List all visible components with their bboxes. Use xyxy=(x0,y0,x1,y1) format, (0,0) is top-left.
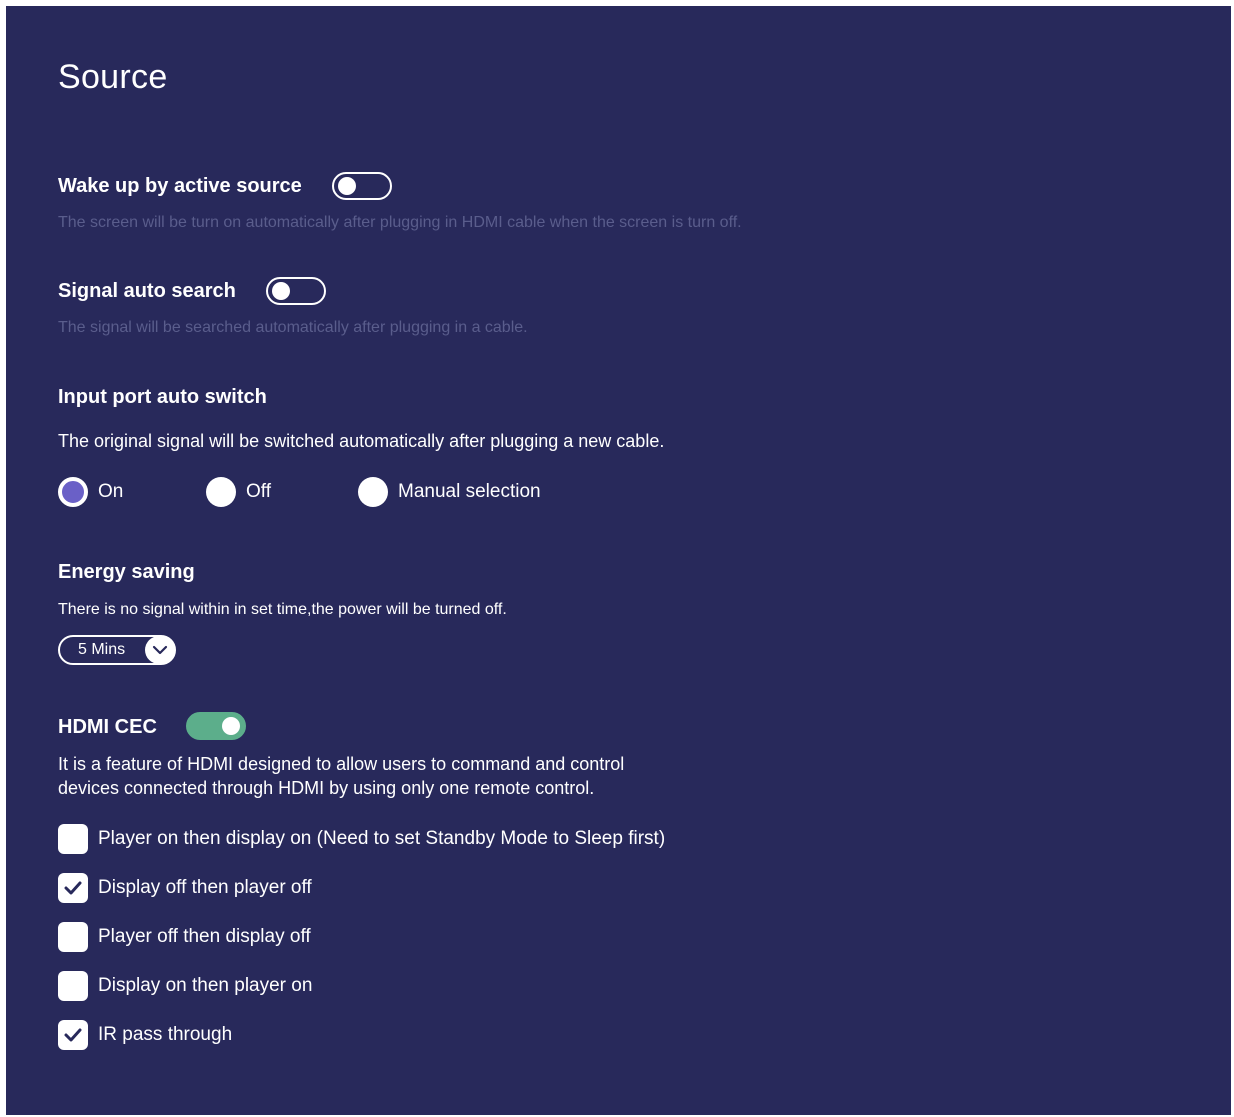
hdmi-cec-description-line-1: It is a feature of HDMI designed to allow users to command and control xyxy=(58,754,625,774)
hdmi-cec-label: HDMI CEC xyxy=(58,716,157,738)
energy-saving-label: Energy saving xyxy=(58,561,195,583)
hdmi-cec-toggle[interactable] xyxy=(186,712,246,740)
checkbox-label: Display on then player on xyxy=(98,975,313,996)
checkbox-label: Display off then player off xyxy=(98,877,312,898)
check-icon xyxy=(63,879,83,897)
radio-on-circle xyxy=(58,477,88,507)
radio-manual-circle xyxy=(358,477,388,507)
chevron-down-icon xyxy=(145,636,175,664)
radio-manual-label: Manual selection xyxy=(398,481,541,502)
signal-search-description: The signal will be searched automatically after plugging in a cable. xyxy=(58,319,528,336)
energy-saving-value: 5 Mins xyxy=(78,641,126,658)
toggle-knob xyxy=(222,717,240,735)
energy-saving-description: There is no signal within in set time,the power will be turned off. xyxy=(58,601,507,618)
checkbox-label: Player off then display off xyxy=(98,926,311,947)
energy-saving-dropdown[interactable] xyxy=(58,635,176,665)
page-title: Source xyxy=(58,58,168,96)
toggle-knob xyxy=(338,177,356,195)
checkbox-box xyxy=(58,971,88,1001)
input-switch-description: The original signal will be switched automatically after plugging a new cable. xyxy=(58,431,665,451)
radio-on-label: On xyxy=(98,481,124,502)
check-icon xyxy=(63,1026,83,1044)
checkbox-label: Player on then display on (Need to set Standby Mode to Sleep first) xyxy=(98,828,666,849)
source-settings-panel xyxy=(6,6,1231,1115)
wake-up-toggle[interactable] xyxy=(332,172,392,200)
checkbox-box xyxy=(58,922,88,952)
checkbox-box xyxy=(58,824,88,854)
checkbox-label: IR pass through xyxy=(98,1024,233,1045)
radio-off-circle xyxy=(206,477,236,507)
toggle-knob xyxy=(272,282,290,300)
checkbox-box xyxy=(58,873,88,903)
wake-up-description: The screen will be turn on automatically after plugging in HDMI cable when the screen is turn off. xyxy=(58,214,742,231)
signal-search-label: Signal auto search xyxy=(58,280,236,302)
input-switch-label: Input port auto switch xyxy=(58,386,267,408)
signal-search-toggle[interactable] xyxy=(266,277,326,305)
wake-up-label: Wake up by active source xyxy=(58,175,302,197)
radio-off-label: Off xyxy=(246,481,271,502)
checkbox-box xyxy=(58,1020,88,1050)
hdmi-cec-description-line-2: devices connected through HDMI by using only one remote control. xyxy=(58,778,595,798)
